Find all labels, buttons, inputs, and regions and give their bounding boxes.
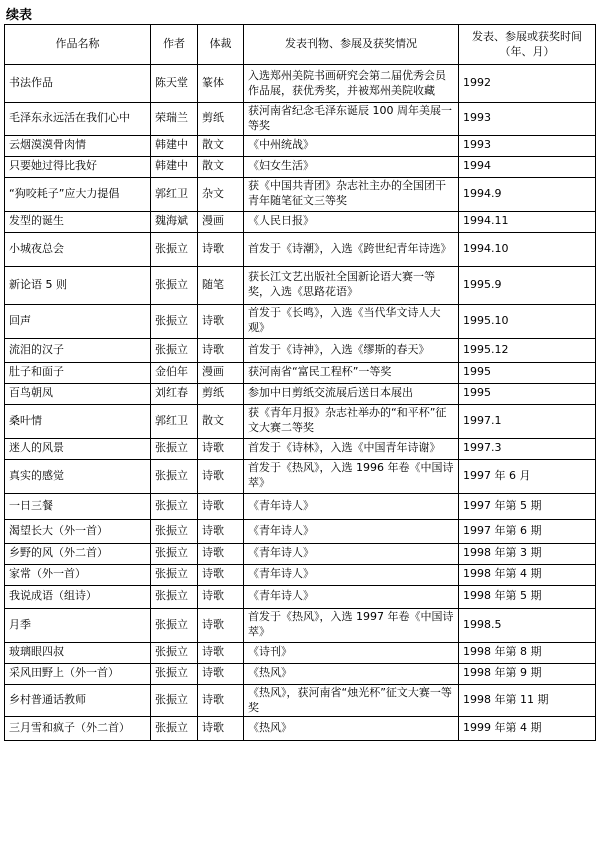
cell-publication: 《青年诗人》	[244, 519, 459, 543]
cell-author: 张振立	[151, 459, 198, 493]
cell-time: 1998 年第 8 期	[459, 642, 596, 663]
cell-genre: 剪纸	[198, 103, 244, 136]
cell-time: 1998 年第 4 期	[459, 564, 596, 585]
cell-publication: 《青年诗人》	[244, 543, 459, 564]
table-row	[5, 493, 596, 519]
cell-time: 1994.11	[459, 211, 596, 232]
cell-author: 张振立	[151, 585, 198, 608]
cell-genre: 诗歌	[198, 232, 244, 266]
cell-time: 1995.12	[459, 338, 596, 362]
cell-work-name: 桑叶情	[5, 404, 151, 438]
cell-publication: 《青年诗人》	[244, 585, 459, 608]
cell-author: 张振立	[151, 642, 198, 663]
cell-time: 1995	[459, 362, 596, 383]
cell-author: 张振立	[151, 684, 198, 717]
cell-work-name: 真实的感觉	[5, 459, 151, 493]
table-header-row	[5, 25, 596, 65]
cell-genre: 诗歌	[198, 684, 244, 717]
cell-publication: 《人民日报》	[244, 211, 459, 232]
cell-time: 1998 年第 5 期	[459, 585, 596, 608]
cell-work-name: 书法作品	[5, 65, 151, 103]
cell-publication: 首发于《诗林》，入选《中国青年诗谢》	[244, 438, 459, 459]
cell-publication: 《青年诗人》	[244, 564, 459, 585]
cell-author: 张振立	[151, 564, 198, 585]
cell-publication: 入选郑州美院书画研究会第二届优秀会员作品展，获优秀奖，并被郑州美院收藏	[244, 65, 459, 103]
table-row	[5, 383, 596, 404]
cell-work-name: 迷人的风景	[5, 438, 151, 459]
cell-time: 1994	[459, 156, 596, 177]
table-row	[5, 438, 596, 459]
table-body	[5, 65, 596, 741]
cell-work-name: 我说成语（组诗）	[5, 585, 151, 608]
cell-author: 张振立	[151, 519, 198, 543]
cell-publication: 首发于《长鸣》，入选《当代华文诗人大观》	[244, 304, 459, 338]
cell-publication: 首发于《热风》，入选 1997 年卷《中国诗萃》	[244, 608, 459, 642]
cell-time: 1992	[459, 65, 596, 103]
cell-publication: 《青年诗人》	[244, 493, 459, 519]
table-row	[5, 156, 596, 177]
cell-author: 陈天堂	[151, 65, 198, 103]
cell-time: 1993	[459, 103, 596, 136]
cell-genre: 随笔	[198, 266, 244, 304]
cell-author: 刘红春	[151, 383, 198, 404]
cell-author: 张振立	[151, 304, 198, 338]
cell-genre: 剪纸	[198, 383, 244, 404]
cell-genre: 散文	[198, 135, 244, 156]
table-row	[5, 684, 596, 717]
cell-time: 1995	[459, 383, 596, 404]
cell-genre: 诗歌	[198, 543, 244, 564]
cell-work-name: 发型的诞生	[5, 211, 151, 232]
cell-author: 张振立	[151, 608, 198, 642]
cell-work-name: 流泪的汉子	[5, 338, 151, 362]
cell-time: 1998 年第 9 期	[459, 663, 596, 684]
cell-work-name: 肚子和面子	[5, 362, 151, 383]
cell-genre: 诗歌	[198, 608, 244, 642]
cell-genre: 诗歌	[198, 438, 244, 459]
cell-time: 1995.9	[459, 266, 596, 304]
cell-author: 郭红卫	[151, 177, 198, 211]
cell-time: 1997.3	[459, 438, 596, 459]
cell-author: 张振立	[151, 338, 198, 362]
table-row	[5, 404, 596, 438]
table-row	[5, 564, 596, 585]
table-row	[5, 65, 596, 103]
cell-genre: 诗歌	[198, 304, 244, 338]
cell-publication: 获河南省“富民工程杯”一等奖	[244, 362, 459, 383]
cell-publication: 获《青年月报》杂志社举办的“和平杯”征文大赛二等奖	[244, 404, 459, 438]
cell-genre: 诗歌	[198, 459, 244, 493]
cell-publication: 参加中日剪纸交流展后送日本展出	[244, 383, 459, 404]
cell-work-name: 乡野的风（外二首）	[5, 543, 151, 564]
cell-publication: 获河南省纪念毛泽东诞辰 100 周年美展一等奖	[244, 103, 459, 136]
cell-author: 张振立	[151, 493, 198, 519]
cell-author: 张振立	[151, 663, 198, 684]
cell-time: 1998 年第 3 期	[459, 543, 596, 564]
cell-time: 1994.10	[459, 232, 596, 266]
cell-work-name: 云烟漠漠骨肉情	[5, 135, 151, 156]
cell-publication: 《中州统战》	[244, 135, 459, 156]
table-row	[5, 211, 596, 232]
cell-publication: 《热风》	[244, 717, 459, 741]
cell-work-name: 乡村普通话教师	[5, 684, 151, 717]
table-row	[5, 266, 596, 304]
table-row	[5, 135, 596, 156]
header-publication: 发表刊物、参展及获奖情况	[244, 25, 459, 65]
cell-genre: 诗歌	[198, 338, 244, 362]
cell-publication: 获《中国共青团》杂志社主办的全国团干青年随笔征文三等奖	[244, 177, 459, 211]
cell-time: 1998 年第 11 期	[459, 684, 596, 717]
table-row	[5, 543, 596, 564]
cell-author: 郭红卫	[151, 404, 198, 438]
cell-time: 1997 年第 6 期	[459, 519, 596, 543]
cell-genre: 散文	[198, 404, 244, 438]
cell-genre: 漫画	[198, 362, 244, 383]
cell-author: 荣瑞兰	[151, 103, 198, 136]
cell-genre: 杂文	[198, 177, 244, 211]
cell-author: 张振立	[151, 438, 198, 459]
cell-time: 1997 年 6 月	[459, 459, 596, 493]
cell-genre: 诗歌	[198, 642, 244, 663]
table-row	[5, 585, 596, 608]
cell-author: 韩建中	[151, 135, 198, 156]
cell-genre: 散文	[198, 156, 244, 177]
cell-genre: 诗歌	[198, 663, 244, 684]
cell-publication: 《妇女生活》	[244, 156, 459, 177]
cell-publication: 首发于《诗潮》，入选《跨世纪青年诗选》	[244, 232, 459, 266]
cell-genre: 诗歌	[198, 585, 244, 608]
table-row	[5, 232, 596, 266]
cell-work-name: 毛泽东永远活在我们心中	[5, 103, 151, 136]
cell-publication: 《热风》	[244, 663, 459, 684]
table-row	[5, 642, 596, 663]
cell-work-name: 只要她过得比我好	[5, 156, 151, 177]
header-time: 发表、参展或获奖时间（年、月）	[459, 25, 596, 65]
cell-work-name: 小城夜总会	[5, 232, 151, 266]
cell-work-name: 玻璃眼四叔	[5, 642, 151, 663]
cell-publication: 《热风》，获河南省“烛光杯”征文大赛一等奖	[244, 684, 459, 717]
cell-work-name: 渴望长大（外一首）	[5, 519, 151, 543]
cell-publication: 首发于《热风》，入选 1996 年卷《中国诗萃》	[244, 459, 459, 493]
cell-time: 1995.10	[459, 304, 596, 338]
cell-author: 张振立	[151, 266, 198, 304]
cell-publication: 《诗刊》	[244, 642, 459, 663]
table-row	[5, 338, 596, 362]
cell-work-name: 一日三餐	[5, 493, 151, 519]
cell-author: 张振立	[151, 543, 198, 564]
cell-genre: 漫画	[198, 211, 244, 232]
table-row	[5, 717, 596, 741]
cell-author: 金伯年	[151, 362, 198, 383]
table-row	[5, 304, 596, 338]
cell-author: 魏海斌	[151, 211, 198, 232]
cell-genre: 诗歌	[198, 717, 244, 741]
cell-time: 1999 年第 4 期	[459, 717, 596, 741]
cell-time: 1997.1	[459, 404, 596, 438]
cell-time: 1994.9	[459, 177, 596, 211]
cell-work-name: 三月雪和疯子（外二首）	[5, 717, 151, 741]
table-row	[5, 103, 596, 136]
cell-author: 张振立	[151, 232, 198, 266]
cell-work-name: 百鸟朝凤	[5, 383, 151, 404]
table-row	[5, 608, 596, 642]
cell-time: 1998.5	[459, 608, 596, 642]
table-row	[5, 519, 596, 543]
table-row	[5, 177, 596, 211]
cell-genre: 篆体	[198, 65, 244, 103]
table-heading: 续表	[6, 8, 33, 23]
header-genre: 体裁	[198, 25, 244, 65]
cell-genre: 诗歌	[198, 493, 244, 519]
cell-work-name: 月季	[5, 608, 151, 642]
cell-work-name: “狗咬耗子”应大力提倡	[5, 177, 151, 211]
cell-genre: 诗歌	[198, 564, 244, 585]
works-table	[4, 24, 596, 741]
table-row	[5, 663, 596, 684]
cell-author: 韩建中	[151, 156, 198, 177]
cell-publication: 首发于《诗神》，入选《缪斯的春天》	[244, 338, 459, 362]
table-row	[5, 362, 596, 383]
cell-time: 1997 年第 5 期	[459, 493, 596, 519]
cell-genre: 诗歌	[198, 519, 244, 543]
cell-publication: 获长江文艺出版社全国新论语大赛一等奖，入选《思路花语》	[244, 266, 459, 304]
cell-time: 1993	[459, 135, 596, 156]
cell-author: 张振立	[151, 717, 198, 741]
cell-work-name: 回声	[5, 304, 151, 338]
cell-work-name: 新论语 5 则	[5, 266, 151, 304]
cell-work-name: 采风田野上（外一首）	[5, 663, 151, 684]
table-row	[5, 459, 596, 493]
header-name: 作品名称	[5, 25, 151, 65]
header-author: 作者	[151, 25, 198, 65]
cell-work-name: 家常（外一首）	[5, 564, 151, 585]
